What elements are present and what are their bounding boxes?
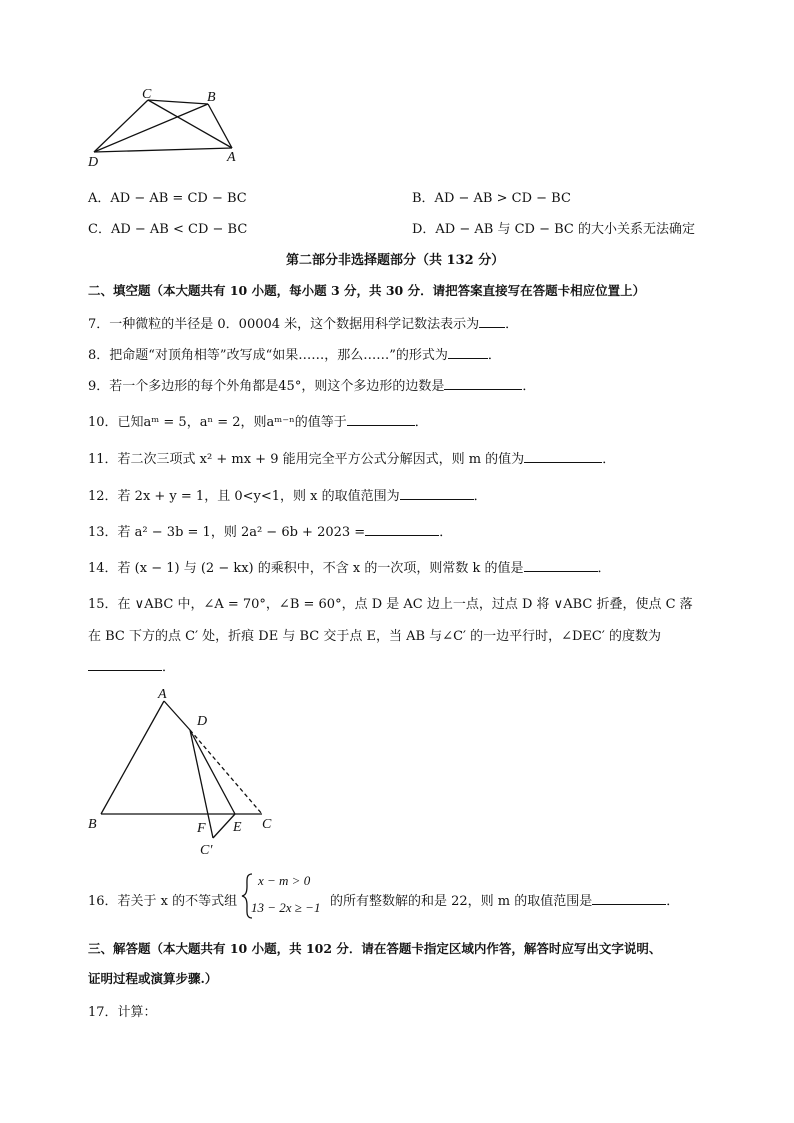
question-13-text: 13．若 a² − 3b = 1，则 2a² − 6b + 2023 = bbox=[88, 525, 366, 540]
section3-heading-line1: 三、解答题（本大题共有 10 小题，共 102 分．请在答题卡指定区域内作答，解答时应写出文字说明、 bbox=[88, 941, 662, 956]
vertex-label-a: A bbox=[227, 150, 236, 165]
answer-blank bbox=[592, 892, 666, 905]
answer-blank bbox=[524, 450, 602, 463]
question-9: 9．若一个多边形的每个外角都是45°，则这个多边形的边数是 ． bbox=[88, 379, 536, 394]
question-16-suffix: 的所有整数解的和是 22，则 m 的取值范围是 bbox=[330, 894, 593, 909]
question-13: 13．若 a² − 3b = 1，则 2a² − 6b + 2023 = ． bbox=[88, 525, 453, 540]
answer-blank bbox=[88, 658, 162, 671]
question-14-text: 14．若 (x − 1) 与 (2 − kx) 的乘积中，不含 x 的一次项，则常数 k 的值是 bbox=[88, 561, 524, 576]
question-15-blank: ． bbox=[88, 656, 175, 675]
vertex-label-f: F bbox=[197, 821, 206, 836]
question-15-line1: 15．在 ∨ABC 中，∠A = 70°，∠B = 60°，点 D 是 AC 边上一点，过点 D 将 ∨ABC 折叠，使点 C 落 bbox=[88, 597, 693, 612]
vertex-label-c: C bbox=[142, 87, 152, 102]
question-16-prefix: 16．若关于 x 的不等式组 bbox=[88, 894, 238, 909]
answer-blank bbox=[400, 487, 474, 500]
vertex-label-d: D bbox=[88, 155, 99, 170]
option-a: A．AD − AB = CD − BC bbox=[88, 191, 247, 206]
answer-blank bbox=[524, 559, 598, 572]
vertex-label-c-prime: C′ bbox=[200, 843, 213, 858]
question-14: 14．若 (x − 1) 与 (2 − kx) 的乘积中，不含 x 的一次项，则常数 k 的值是 ． bbox=[88, 561, 611, 576]
vertex-label-b: B bbox=[207, 90, 216, 105]
folded-triangle-figure bbox=[80, 682, 290, 860]
inequality-2: 13 − 2x ≥ −1 bbox=[251, 900, 321, 915]
question-10: 10．已知aᵐ = 5，aⁿ = 2，则aᵐ⁻ⁿ的值等于 ． bbox=[88, 415, 428, 430]
part2-title: 第二部分非选择题部分（共 132 分） bbox=[286, 253, 505, 268]
answer-blank bbox=[479, 315, 505, 328]
question-8: 8．把命题“对顶角相等”改写成“如果……，那么……”的形式为 ． bbox=[88, 348, 501, 363]
section3-heading-line2: 证明过程或演算步骤.） bbox=[88, 971, 218, 986]
vertex-label-d: D bbox=[197, 714, 208, 729]
vertex-label-e: E bbox=[233, 820, 242, 835]
quadrilateral-figure bbox=[80, 82, 250, 172]
question-7-text: 7．一种微粒的半径是 0．00004 米，这个数据用科学记数法表示为 bbox=[88, 317, 480, 332]
answer-blank bbox=[448, 346, 488, 359]
vertex-label-a: A bbox=[158, 687, 167, 702]
question-11-text: 11．若二次三项式 x² + mx + 9 能用完全平方公式分解因式，则 m 的值为 bbox=[88, 452, 525, 467]
vertex-label-c: C bbox=[262, 817, 272, 832]
vertex-label-b: B bbox=[88, 817, 97, 832]
question-17: 17．计算： bbox=[88, 1005, 157, 1020]
option-c: C．AD − AB < CD − BC bbox=[88, 222, 248, 237]
question-11: 11．若二次三项式 x² + mx + 9 能用完全平方公式分解因式，则 m 的值为 ． bbox=[88, 452, 616, 467]
question-9-text: 9．若一个多边形的每个外角都是45°，则这个多边形的边数是 bbox=[88, 379, 445, 394]
question-8-text: 8．把命题“对顶角相等”改写成“如果……，那么……”的形式为 bbox=[88, 348, 448, 363]
option-b: B．AD − AB > CD − BC bbox=[412, 191, 571, 206]
answer-blank bbox=[365, 523, 439, 536]
question-7: 7．一种微粒的半径是 0．00004 米，这个数据用科学记数法表示为 ． bbox=[88, 317, 519, 332]
option-d: D．AD − AB 与 CD − BC 的大小关系无法确定 bbox=[412, 222, 695, 237]
answer-blank bbox=[347, 413, 415, 426]
section2-heading: 二、填空题（本大题共有 10 小题，每小题 3 分，共 30 分．请把答案直接写在答题卡相应位置上） bbox=[88, 283, 646, 298]
question-10-text: 10．已知aᵐ = 5，aⁿ = 2，则aᵐ⁻ⁿ的值等于 bbox=[88, 415, 347, 430]
question-12: 12．若 2x + y = 1，且 0<y<1，则 x 的取值范围为 ． bbox=[88, 489, 487, 504]
question-16-end: 的所有整数解的和是 22，则 m 的取值范围是 ． bbox=[330, 894, 680, 909]
question-12-text: 12．若 2x + y = 1，且 0<y<1，则 x 的取值范围为 bbox=[88, 489, 400, 504]
inequality-1: x − m > 0 bbox=[258, 873, 311, 888]
answer-blank bbox=[444, 377, 522, 390]
question-15-line2: 在 BC 下方的点 C′ 处，折痕 DE 与 BC 交于点 E，当 AB 与∠C′ 的一边平行时，∠DEC′ 的度数为 bbox=[88, 629, 661, 644]
